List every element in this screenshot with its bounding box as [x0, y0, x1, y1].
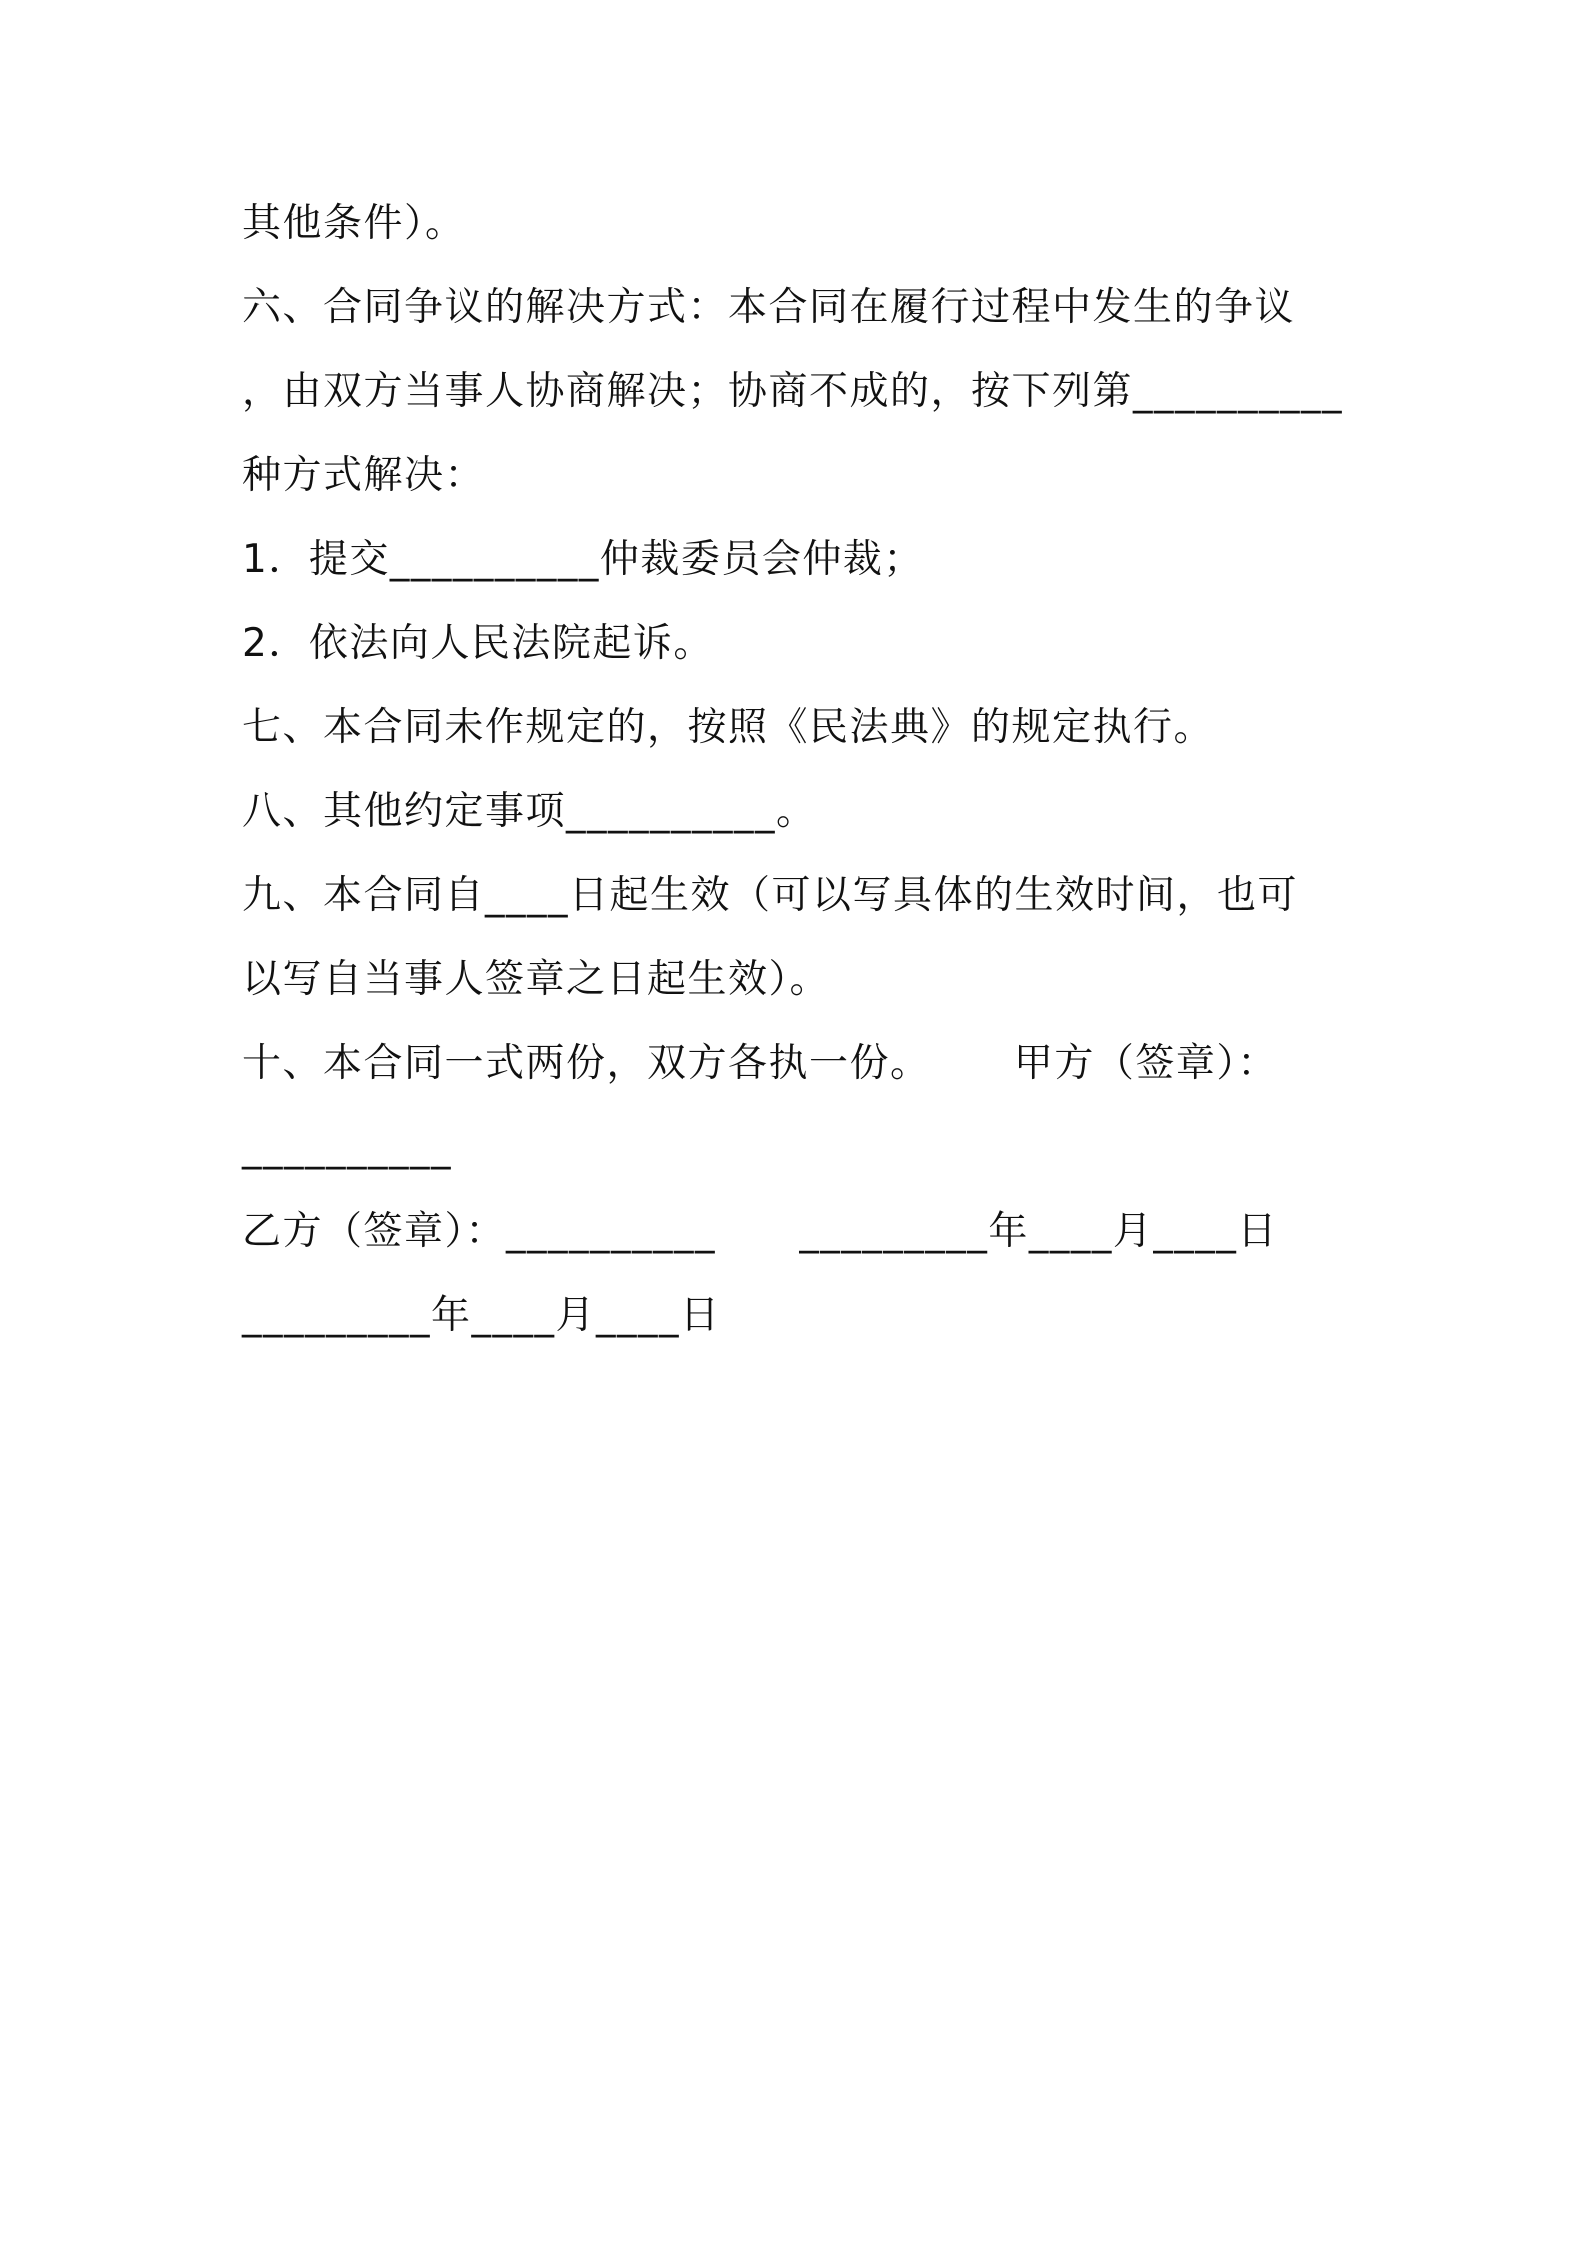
clause-10-line: 十、本合同一式两份，双方各执一份。 甲方（签章）：: [242, 1041, 1278, 1086]
clause-5-end-line: 其他条件）。: [242, 201, 466, 246]
party-b-signature-line: 乙方（签章）：__________ _________年____月____日: [242, 1209, 1278, 1254]
clause-6-option-2: 2．依法向人民法院起诉。: [242, 621, 714, 666]
clause-6-line-3: 种方式解决：: [242, 453, 486, 498]
party-a-signature-blank: __________: [242, 1125, 452, 1170]
clause-9-line-1: 九、本合同自____日起生效（可以写具体的生效时间，也可: [242, 873, 1299, 918]
date-line: _________年____月____日: [242, 1293, 721, 1338]
clause-6-line-1: 六、合同争议的解决方式：本合同在履行过程中发生的争议: [242, 285, 1296, 330]
clause-6-line-2: ，由双方当事人协商解决；协商不成的，按下列第__________: [242, 369, 1344, 414]
clause-8-line: 八、其他约定事项__________。: [242, 789, 817, 834]
clause-6-option-1: 1．提交__________仲裁委员会仲裁；: [242, 537, 924, 582]
clause-9-line-2: 以写自当事人签章之日起生效）。: [242, 957, 831, 1002]
clause-7-line: 七、本合同未作规定的，按照《民法典》的规定执行。: [242, 705, 1215, 750]
